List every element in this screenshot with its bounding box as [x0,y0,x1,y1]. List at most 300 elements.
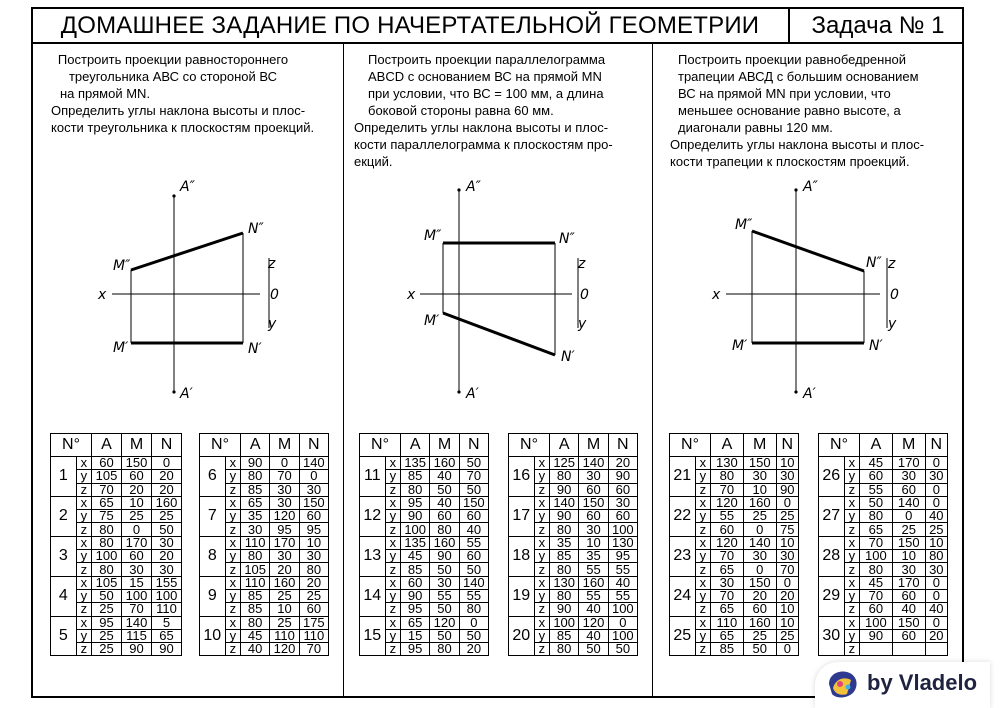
coord-cell: 170 [270,536,299,549]
axis-cell: y [385,470,400,483]
coord-cell: 90 [776,483,798,496]
axis-cell: y [385,550,400,563]
problem-line: на прямой MN. [60,86,151,101]
coord-cell: 40 [925,510,947,523]
coord-cell: 80 [430,523,459,536]
mn-front-projection [131,233,243,270]
table-header-cell: N° [819,434,860,457]
coord-cell: 100 [608,629,637,642]
axis-cell: x [695,457,710,470]
coord-cell: 25 [270,589,299,602]
axis-cell: y [844,629,859,642]
coord-cell: 80 [925,550,947,563]
coord-cell: 60 [299,603,328,616]
coord-cell: 30 [299,550,328,563]
coord-cell: 0 [925,576,947,589]
coord-cell: 150 [743,457,776,470]
a1-point [794,390,797,393]
coord-cell: 150 [122,457,152,470]
coord-cell: 50 [430,629,459,642]
table-row [200,457,329,470]
coord-cell: 20 [925,629,947,642]
coord-cell: 110 [241,536,270,549]
axis-cell: y [76,589,91,602]
coord-cell: 90 [430,550,459,563]
variant-number: 11 [360,457,386,497]
coord-cell: 140 [743,536,776,549]
coord-cell: 60 [122,550,152,563]
coord-cell: 160 [743,496,776,509]
variant-number: 10 [200,616,226,656]
label-a2: A″ [803,179,818,195]
coord-cell: 30 [892,563,925,576]
coord-cell: 30 [608,496,637,509]
axis-cell: z [76,483,91,496]
label-m2: M″ [424,228,442,244]
variant-table [669,433,799,656]
label-m1: M′ [113,340,129,356]
coord-cell: 25 [92,603,122,616]
coord-cell: 10 [776,536,798,549]
coord-cell: 90 [401,510,430,523]
coord-cell: 50 [92,589,122,602]
coord-cell: 0 [270,457,299,470]
coord-cell: 135 [401,536,430,549]
coord-cell: 90 [401,589,430,602]
label-x: x [98,287,107,303]
coord-cell: 20 [152,483,182,496]
coord-cell: 60 [92,457,122,470]
coord-cell: 60 [892,483,925,496]
coord-cell: 100 [152,589,182,602]
coord-cell: 10 [299,536,328,549]
coord-cell: 75 [92,510,122,523]
coord-cell: 10 [925,536,947,549]
coord-cell: 90 [550,510,579,523]
coord-cell: 65 [711,603,744,616]
axis-cell: y [385,510,400,523]
problem-line: трапеции АВСД с большим основанием [678,69,919,84]
axis-cell: z [695,603,710,616]
coord-cell: 30 [299,483,328,496]
coord-cell: 60 [401,576,430,589]
problem-line: Построить проекции равностороннего [57,52,289,67]
mn-front-projection [752,231,864,271]
task-number: Задача № 1 [811,12,945,39]
label-n1: N′ [561,349,575,365]
coord-cell: 50 [459,483,488,496]
coord-cell: 150 [892,536,925,549]
variant-number: 4 [51,576,77,616]
axis-cell: x [76,536,91,549]
coord-cell: 10 [270,603,299,616]
coord-cell: 105 [241,563,270,576]
coord-cell: 30 [579,470,608,483]
coord-cell: 0 [925,496,947,509]
axis-cell: z [225,643,240,656]
label-m2: M″ [735,217,753,233]
mn-top-projection [443,313,555,355]
table-header-cell: A [550,434,579,457]
coord-cell: 20 [459,643,488,656]
table-header-cell: N [608,434,637,457]
axis-cell: z [385,483,400,496]
coord-cell: 50 [743,643,776,656]
table-header-cell: A [241,434,270,457]
coord-cell: 85 [401,563,430,576]
coord-cell: 85 [550,550,579,563]
coord-cell: 110 [299,629,328,642]
axis-cell: x [844,536,859,549]
coord-cell: 85 [241,603,270,616]
coord-cell: 45 [860,576,893,589]
table-header-cell: A [711,434,744,457]
axis-cell: y [76,550,91,563]
problem-line: Построить проекции равнобедренной [678,52,907,67]
coord-cell: 80 [860,510,893,523]
coord-cell: 140 [579,457,608,470]
table-header-cell: N° [51,434,92,457]
coord-cell: 95 [608,550,637,563]
label-n1: N′ [248,341,262,357]
axis-cell: y [225,629,240,642]
variant-number: 26 [819,457,845,497]
coord-cell: 70 [270,470,299,483]
coord-cell: 60 [579,483,608,496]
axis-cell: x [225,576,240,589]
coord-cell: 90 [550,483,579,496]
a2-point [172,194,175,197]
axis-cell: y [695,589,710,602]
axis-cell: z [385,643,400,656]
axis-cell: x [534,536,549,549]
axis-cell: y [534,629,549,642]
coord-cell: 0 [122,523,152,536]
axis-cell: x [385,457,400,470]
coord-cell: 55 [608,563,637,576]
coord-cell: 0 [152,457,182,470]
coord-cell: 100 [860,616,893,629]
coord-cell: 80 [92,536,122,549]
coord-cell: 30 [270,496,299,509]
table-row [819,576,948,589]
axis-cell: y [695,550,710,563]
variant-number: 7 [200,496,226,536]
drawing-3 [711,179,899,402]
coord-cell: 160 [270,576,299,589]
coord-cell: 160 [743,616,776,629]
coord-cell: 80 [92,523,122,536]
axis-cell: z [534,523,549,536]
coord-cell: 120 [430,616,459,629]
coord-cell: 25 [892,523,925,536]
coord-cell: 25 [776,510,798,523]
problem-line: при условии, что ВС = 100 мм, а длина [368,86,604,101]
coord-cell: 40 [892,603,925,616]
coord-cell: 10 [743,483,776,496]
axis-cell: y [76,470,91,483]
coord-cell: 30 [711,576,744,589]
problem-line: меньшее основание равно высоте, а [678,103,901,118]
table-header-cell: M [430,434,459,457]
variant-number: 13 [360,536,386,576]
axis-cell: y [385,629,400,642]
axis-cell: x [695,576,710,589]
coord-cell: 80 [241,550,270,563]
variant-table-wrap [50,433,184,691]
coord-cell: 25 [776,629,798,642]
axis-cell: x [695,616,710,629]
coord-cell: 65 [92,496,122,509]
coord-cell: 110 [152,603,182,616]
axis-cell: z [76,643,91,656]
coord-cell: 170 [892,457,925,470]
coord-cell: 40 [430,470,459,483]
coord-cell: 90 [550,603,579,616]
coord-cell: 10 [776,616,798,629]
axis-cell: y [695,470,710,483]
coord-cell: 0 [299,470,328,483]
a2-point [794,188,797,191]
coord-cell: 55 [579,563,608,576]
coord-cell: 20 [122,483,152,496]
coord-cell: 60 [579,510,608,523]
coord-cell: 0 [925,457,947,470]
axis-cell: x [225,536,240,549]
coord-cell: 140 [122,616,152,629]
coord-cell: 0 [776,576,798,589]
coord-cell: 45 [401,550,430,563]
coord-cell: 70 [711,550,744,563]
variant-number: 1 [51,457,77,497]
axis-cell: x [385,616,400,629]
table-header-cell: N° [360,434,401,457]
axis-cell: z [76,523,91,536]
table-header-cell: A [92,434,122,457]
problem-line: Определить углы наклона высоты и плос- [670,137,925,152]
label-a1: A′ [466,386,479,402]
coord-cell: 30 [152,563,182,576]
coord-cell: 55 [579,589,608,602]
axis-cell: x [76,616,91,629]
coord-cell: 10 [776,457,798,470]
coord-cell: 0 [776,496,798,509]
axis-cell: z [385,603,400,616]
problem-line: ВС на прямой MN при условии, что [678,86,891,101]
variant-number: 27 [819,496,845,536]
label-z: z [888,256,896,272]
coord-cell: 155 [152,576,182,589]
label-x: x [407,287,416,303]
coord-cell: 30 [743,470,776,483]
coord-cell: 85 [401,470,430,483]
vladelo-logo-icon [825,668,861,702]
coord-cell: 5 [152,616,182,629]
coord-cell: 0 [459,616,488,629]
axis-cell: x [225,496,240,509]
axis-cell: z [844,603,859,616]
axis-cell: z [534,643,549,656]
coord-cell: 30 [925,470,947,483]
axis-cell: y [695,629,710,642]
coord-cell: 25 [92,643,122,656]
variant-number: 16 [509,457,535,497]
coord-cell: 40 [430,496,459,509]
axis-cell: y [76,510,91,523]
problem-line: боковой стороны равна 60 мм. [368,103,554,118]
coord-cell: 60 [430,510,459,523]
axis-cell: z [225,563,240,576]
coord-cell: 20 [776,589,798,602]
coord-cell: 0 [776,643,798,656]
coord-cell: 35 [579,550,608,563]
coord-cell: 50 [608,643,637,656]
coord-cell: 95 [299,523,328,536]
coord-cell: 50 [430,563,459,576]
coord-cell: 80 [299,563,328,576]
coord-cell: 80 [241,616,270,629]
label-a1: A′ [803,386,816,402]
coord-cell: 65 [152,629,182,642]
coord-cell: 95 [92,616,122,629]
coord-cell: 80 [550,563,579,576]
coord-cell: 15 [401,629,430,642]
coord-cell: 70 [860,536,893,549]
coord-cell: 85 [711,643,744,656]
coord-cell: 140 [459,576,488,589]
axis-cell: y [76,629,91,642]
coord-cell: 55 [459,589,488,602]
label-m2: M″ [113,258,131,274]
coord-cell: 90 [152,643,182,656]
coord-cell: 65 [711,563,744,576]
coord-cell: 30 [241,523,270,536]
table-header-cell: N [776,434,798,457]
axis-cell: z [844,643,859,656]
coord-cell: 120 [270,510,299,523]
coord-cell: 55 [459,536,488,549]
coord-cell: 50 [459,629,488,642]
coord-cell: 60 [892,629,925,642]
variant-number: 29 [819,576,845,616]
axis-cell: x [76,496,91,509]
coord-cell: 40 [608,576,637,589]
coord-cell: 120 [270,643,299,656]
axis-cell: y [385,589,400,602]
coord-cell: 30 [892,470,925,483]
coord-cell: 0 [743,563,776,576]
coord-cell: 25 [743,510,776,523]
problem-line: Определить углы наклона высоты и плос- [354,120,609,135]
coord-cell: 100 [92,550,122,563]
variant-table [359,433,489,656]
coord-cell: 80 [459,603,488,616]
coord-cell: 80 [430,643,459,656]
axis-cell: y [225,510,240,523]
axis-cell: y [225,470,240,483]
axis-cell: y [225,589,240,602]
variant-number: 9 [200,576,226,616]
coord-cell: 170 [892,576,925,589]
coord-cell: 25 [270,616,299,629]
variant-number: 12 [360,496,386,536]
coord-cell: 25 [925,523,947,536]
axis-cell: x [385,576,400,589]
coord-cell: 95 [401,603,430,616]
axis-cell: x [695,536,710,549]
coord-cell: 0 [925,483,947,496]
coord-cell: 80 [92,563,122,576]
axis-cell: y [534,470,549,483]
coord-cell: 0 [925,616,947,629]
coord-cell: 50 [459,563,488,576]
table-header-cell: N° [670,434,711,457]
label-a2: A″ [466,179,481,195]
watermark [815,662,990,708]
variant-number: 25 [670,616,696,656]
coord-cell: 25 [92,629,122,642]
label-y: y [268,316,277,332]
axis-cell: z [695,643,710,656]
axis-cell: z [695,483,710,496]
variant-number: 21 [670,457,696,497]
a1-point [172,390,175,393]
variant-number: 28 [819,536,845,576]
coord-cell: 40 [925,603,947,616]
axis-cell: x [844,496,859,509]
coord-cell: 60 [459,510,488,523]
coord-cell: 65 [860,523,893,536]
coord-cell: 150 [579,496,608,509]
a1-point [457,390,460,393]
coord-cell: 60 [892,589,925,602]
coord-cell: 95 [270,523,299,536]
coord-cell: 30 [925,563,947,576]
coord-cell: 80 [550,523,579,536]
label-n1: N′ [869,338,883,354]
coord-cell: 170 [122,536,152,549]
coord-cell: 135 [401,457,430,470]
coord-cell: 10 [776,603,798,616]
coord-cell: 160 [579,576,608,589]
coord-cell: 30 [579,523,608,536]
problem-line: кости трапеции к плоскостям проекций. [670,154,910,169]
coord-cell [892,643,925,656]
coord-cell: 20 [152,470,182,483]
coord-cell: 65 [241,496,270,509]
variant-table [818,433,948,656]
coord-cell: 65 [711,629,744,642]
axis-cell: z [385,523,400,536]
coord-cell: 160 [430,536,459,549]
label-z: z [268,256,276,272]
coord-cell: 150 [459,496,488,509]
axis-cell: y [695,510,710,523]
coord-cell: 140 [892,496,925,509]
coord-cell: 10 [579,536,608,549]
problem-line: треугольника АВС со стороной ВС [68,69,278,84]
axis-cell: z [534,603,549,616]
coord-cell: 25 [743,629,776,642]
coord-cell: 60 [608,510,637,523]
coord-cell: 105 [92,470,122,483]
coord-cell: 0 [743,523,776,536]
coord-cell: 85 [241,589,270,602]
variant-number: 14 [360,576,386,616]
variant-number: 8 [200,536,226,576]
coord-cell: 120 [711,536,744,549]
coord-cell [925,643,947,656]
